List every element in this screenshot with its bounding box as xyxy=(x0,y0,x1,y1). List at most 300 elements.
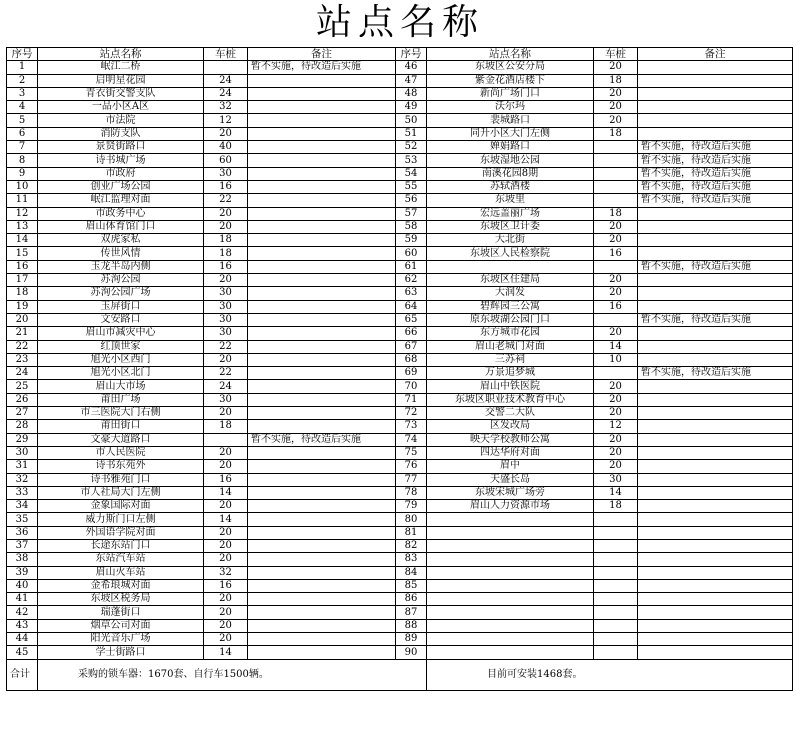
row-piles: 16 xyxy=(204,260,248,273)
row-station-name: 南溪花园8期 xyxy=(427,167,594,180)
row-note xyxy=(248,141,396,154)
row-note xyxy=(248,327,396,340)
row-seq: 44 xyxy=(7,633,38,646)
row-note xyxy=(638,433,793,446)
row-piles xyxy=(594,539,638,552)
row-seq: 41 xyxy=(7,593,38,606)
row-station-name: 岷江二桥 xyxy=(38,61,204,74)
row-seq: 31 xyxy=(7,460,38,473)
row-station-name: 瑞蓬街口 xyxy=(38,606,204,619)
row-note xyxy=(638,300,793,313)
row-station-name: 莆田街口 xyxy=(38,420,204,433)
table-row xyxy=(7,114,793,127)
row-seq: 24 xyxy=(7,367,38,380)
row-piles xyxy=(594,367,638,380)
row-station-name: 市人民医院 xyxy=(38,446,204,459)
row-piles: 14 xyxy=(594,486,638,499)
row-seq: 29 xyxy=(7,433,38,446)
row-note xyxy=(638,101,793,114)
row-seq: 7 xyxy=(7,141,38,154)
row-note xyxy=(248,393,396,406)
row-piles xyxy=(594,526,638,539)
table-row xyxy=(7,74,793,87)
row-station-name: 裴城路口 xyxy=(427,114,594,127)
row-seq: 49 xyxy=(396,101,427,114)
row-note xyxy=(248,274,396,287)
row-station-name xyxy=(427,539,594,552)
row-note xyxy=(248,579,396,592)
row-note xyxy=(248,340,396,353)
row-station-name: 市政务中心 xyxy=(38,207,204,220)
row-piles: 16 xyxy=(204,579,248,592)
row-seq: 5 xyxy=(7,114,38,127)
row-note: 暂不实施，待改造后实施 xyxy=(638,313,793,326)
row-seq: 83 xyxy=(396,553,427,566)
row-note xyxy=(638,393,793,406)
row-piles xyxy=(594,260,638,273)
row-note xyxy=(638,420,793,433)
row-seq: 47 xyxy=(396,74,427,87)
row-seq: 48 xyxy=(396,87,427,100)
row-note xyxy=(638,500,793,513)
table-row xyxy=(7,340,793,353)
row-piles xyxy=(594,141,638,154)
table-row xyxy=(7,353,793,366)
row-note xyxy=(248,127,396,140)
row-piles: 20 xyxy=(204,407,248,420)
row-station-name: 市三医院大门右侧 xyxy=(38,407,204,420)
row-piles: 20 xyxy=(594,87,638,100)
row-piles xyxy=(594,566,638,579)
row-station-name: 眉山中铁医院 xyxy=(427,380,594,393)
row-note xyxy=(638,486,793,499)
row-station-name: 眉山老城门对面 xyxy=(427,340,594,353)
row-seq: 60 xyxy=(396,247,427,260)
row-seq: 55 xyxy=(396,180,427,193)
row-seq: 63 xyxy=(396,287,427,300)
header-note: 备注 xyxy=(638,48,793,61)
row-note xyxy=(638,207,793,220)
row-station-name xyxy=(427,646,594,659)
header-piles: 车桩 xyxy=(204,48,248,61)
table-row xyxy=(7,553,793,566)
row-piles xyxy=(204,433,248,446)
row-station-name: 传世风情 xyxy=(38,247,204,260)
row-seq: 75 xyxy=(396,446,427,459)
row-piles: 20 xyxy=(204,446,248,459)
table-row xyxy=(7,167,793,180)
row-piles xyxy=(594,180,638,193)
row-station-name: 紫金花酒店楼下 xyxy=(427,74,594,87)
row-piles: 30 xyxy=(204,313,248,326)
row-station-name: 青衣街交警支队 xyxy=(38,87,204,100)
row-seq: 37 xyxy=(7,539,38,552)
row-note xyxy=(248,633,396,646)
row-station-name: 东坡区税务局 xyxy=(38,593,204,606)
row-seq: 20 xyxy=(7,313,38,326)
row-piles: 30 xyxy=(204,287,248,300)
row-note xyxy=(248,646,396,659)
row-note xyxy=(638,353,793,366)
row-piles: 20 xyxy=(594,433,638,446)
row-station-name: 天盛长岛 xyxy=(427,473,594,486)
row-note xyxy=(638,114,793,127)
row-seq: 32 xyxy=(7,473,38,486)
header-name: 站点名称 xyxy=(38,48,204,61)
row-station-name: 眉山火车站 xyxy=(38,566,204,579)
row-seq: 4 xyxy=(7,101,38,114)
row-station-name: 东坡湿地公园 xyxy=(427,154,594,167)
table-row xyxy=(7,393,793,406)
row-station-name: 诗书城广场 xyxy=(38,154,204,167)
row-seq: 87 xyxy=(396,606,427,619)
row-note xyxy=(638,633,793,646)
row-note xyxy=(638,340,793,353)
row-seq: 66 xyxy=(396,327,427,340)
table-row xyxy=(7,234,793,247)
row-seq: 81 xyxy=(396,526,427,539)
table-row xyxy=(7,420,793,433)
row-note xyxy=(638,274,793,287)
row-station-name: 诗书雅苑门口 xyxy=(38,473,204,486)
row-seq: 14 xyxy=(7,234,38,247)
row-seq: 86 xyxy=(396,593,427,606)
row-seq: 74 xyxy=(396,433,427,446)
table-row xyxy=(7,433,793,446)
footer-row xyxy=(7,659,793,690)
row-piles: 24 xyxy=(204,87,248,100)
row-note: 暂不实施，待改造后实施 xyxy=(638,194,793,207)
row-seq: 33 xyxy=(7,486,38,499)
row-note xyxy=(638,287,793,300)
row-station-name: 长途东站门口 xyxy=(38,539,204,552)
footer-installable: 目前可安装1468套。 xyxy=(427,659,793,690)
row-station-name xyxy=(427,553,594,566)
row-note xyxy=(248,167,396,180)
row-piles: 24 xyxy=(204,74,248,87)
row-seq: 88 xyxy=(396,619,427,632)
row-seq: 61 xyxy=(396,260,427,273)
row-station-name: 大润发 xyxy=(427,287,594,300)
row-seq: 67 xyxy=(396,340,427,353)
row-piles: 20 xyxy=(594,407,638,420)
row-piles: 20 xyxy=(204,593,248,606)
row-piles: 24 xyxy=(204,380,248,393)
row-note xyxy=(638,234,793,247)
row-note xyxy=(248,287,396,300)
row-station-name: 宏远盖丽广场 xyxy=(427,207,594,220)
row-note xyxy=(248,87,396,100)
row-station-name xyxy=(427,513,594,526)
row-station-name: 东坡里 xyxy=(427,194,594,207)
row-piles: 30 xyxy=(204,327,248,340)
row-note xyxy=(638,61,793,74)
row-note xyxy=(248,486,396,499)
row-piles: 22 xyxy=(204,367,248,380)
row-seq: 68 xyxy=(396,353,427,366)
row-note xyxy=(248,380,396,393)
row-note xyxy=(638,606,793,619)
row-seq: 11 xyxy=(7,194,38,207)
row-seq: 12 xyxy=(7,207,38,220)
row-station-name: 婵娟路口 xyxy=(427,141,594,154)
row-piles: 20 xyxy=(594,114,638,127)
table-row xyxy=(7,101,793,114)
row-station-name: 东坡宋城广场旁 xyxy=(427,486,594,499)
row-seq: 56 xyxy=(396,194,427,207)
row-station-name: 映天学校教师公寓 xyxy=(427,433,594,446)
row-seq: 10 xyxy=(7,180,38,193)
row-station-name: 莆田广场 xyxy=(38,393,204,406)
row-piles: 30 xyxy=(204,393,248,406)
row-station-name: 东坡区卫计委 xyxy=(427,220,594,233)
row-note xyxy=(248,313,396,326)
row-note xyxy=(248,207,396,220)
row-seq: 71 xyxy=(396,393,427,406)
row-piles xyxy=(594,513,638,526)
row-seq: 76 xyxy=(396,460,427,473)
row-note xyxy=(248,234,396,247)
row-note xyxy=(638,526,793,539)
row-note xyxy=(248,526,396,539)
row-piles: 20 xyxy=(594,393,638,406)
header-note: 备注 xyxy=(248,48,396,61)
row-note xyxy=(638,593,793,606)
row-seq: 16 xyxy=(7,260,38,273)
row-piles: 18 xyxy=(594,207,638,220)
row-piles: 20 xyxy=(594,101,638,114)
row-note xyxy=(638,460,793,473)
row-station-name: 原东坡湖公园门口 xyxy=(427,313,594,326)
table-row xyxy=(7,207,793,220)
table-row xyxy=(7,606,793,619)
row-note xyxy=(248,460,396,473)
row-note xyxy=(638,539,793,552)
row-piles xyxy=(594,633,638,646)
row-seq: 42 xyxy=(7,606,38,619)
row-piles: 20 xyxy=(204,553,248,566)
page-title: 站点名称 xyxy=(315,2,484,43)
row-piles: 18 xyxy=(204,247,248,260)
row-piles: 16 xyxy=(204,473,248,486)
row-note xyxy=(248,593,396,606)
station-table xyxy=(6,47,793,691)
row-piles: 22 xyxy=(204,194,248,207)
header-name: 站点名称 xyxy=(427,48,594,61)
row-station-name: 苏洵公园 xyxy=(38,274,204,287)
row-seq: 70 xyxy=(396,380,427,393)
row-seq: 36 xyxy=(7,526,38,539)
table-row xyxy=(7,619,793,632)
row-note xyxy=(638,513,793,526)
row-note xyxy=(638,327,793,340)
row-note xyxy=(248,553,396,566)
row-station-name: 眉山体育馆门口 xyxy=(38,220,204,233)
row-station-name: 万景追梦城 xyxy=(427,367,594,380)
row-station-name: 东坡区公安分局 xyxy=(427,61,594,74)
row-piles xyxy=(594,646,638,659)
row-seq: 65 xyxy=(396,313,427,326)
row-note xyxy=(248,154,396,167)
row-station-name: 眉山大市场 xyxy=(38,380,204,393)
row-note xyxy=(638,87,793,100)
table-row xyxy=(7,646,793,659)
table-row xyxy=(7,274,793,287)
table-row xyxy=(7,180,793,193)
row-station-name xyxy=(427,619,594,632)
row-piles xyxy=(594,194,638,207)
row-note: 暂不实施，待改造后实施 xyxy=(248,433,396,446)
row-note: 暂不实施，待改造后实施 xyxy=(248,61,396,74)
row-piles: 20 xyxy=(204,127,248,140)
row-station-name: 四达华府对面 xyxy=(427,446,594,459)
row-piles: 18 xyxy=(594,74,638,87)
row-note xyxy=(248,247,396,260)
row-piles: 30 xyxy=(594,473,638,486)
row-station-name: 市人社局大门左侧 xyxy=(38,486,204,499)
row-note xyxy=(248,539,396,552)
row-station-name: 双虎家私 xyxy=(38,234,204,247)
row-station-name: 启明星花园 xyxy=(38,74,204,87)
row-station-name: 东坡区住建局 xyxy=(427,274,594,287)
row-piles xyxy=(204,61,248,74)
row-seq: 51 xyxy=(396,127,427,140)
table-row xyxy=(7,566,793,579)
row-piles: 40 xyxy=(204,141,248,154)
header-seq: 序号 xyxy=(396,48,427,61)
row-piles: 20 xyxy=(594,380,638,393)
row-seq: 82 xyxy=(396,539,427,552)
row-station-name: 眉中 xyxy=(427,460,594,473)
row-seq: 34 xyxy=(7,500,38,513)
row-seq: 15 xyxy=(7,247,38,260)
row-seq: 8 xyxy=(7,154,38,167)
row-note xyxy=(248,353,396,366)
row-station-name: 旭光小区北门 xyxy=(38,367,204,380)
row-seq: 26 xyxy=(7,393,38,406)
row-note: 暂不实施，待改造后实施 xyxy=(638,167,793,180)
row-station-name xyxy=(427,633,594,646)
table-row xyxy=(7,154,793,167)
row-station-name: 眉山人力资源市场 xyxy=(427,500,594,513)
row-piles: 22 xyxy=(204,340,248,353)
row-seq: 39 xyxy=(7,566,38,579)
row-piles: 20 xyxy=(594,274,638,287)
row-seq: 62 xyxy=(396,274,427,287)
row-note xyxy=(638,553,793,566)
row-note xyxy=(248,420,396,433)
row-piles: 20 xyxy=(594,61,638,74)
row-station-name: 岷江监理对面 xyxy=(38,194,204,207)
row-piles: 14 xyxy=(204,513,248,526)
row-station-name: 创业广场公园 xyxy=(38,180,204,193)
row-seq: 54 xyxy=(396,167,427,180)
row-seq: 69 xyxy=(396,367,427,380)
row-piles: 16 xyxy=(594,247,638,260)
row-seq: 25 xyxy=(7,380,38,393)
row-piles: 14 xyxy=(594,340,638,353)
row-station-name: 消防支队 xyxy=(38,127,204,140)
row-station-name xyxy=(427,526,594,539)
row-piles: 12 xyxy=(204,114,248,127)
row-piles: 20 xyxy=(594,220,638,233)
row-station-name xyxy=(427,579,594,592)
row-piles: 20 xyxy=(594,287,638,300)
table-header-row xyxy=(7,48,793,61)
row-piles xyxy=(594,167,638,180)
table-row xyxy=(7,87,793,100)
row-note xyxy=(248,407,396,420)
row-seq: 89 xyxy=(396,633,427,646)
row-station-name xyxy=(427,606,594,619)
table-row xyxy=(7,220,793,233)
row-station-name: 金希琅城对面 xyxy=(38,579,204,592)
row-station-name: 交警二大队 xyxy=(427,407,594,420)
table-row xyxy=(7,460,793,473)
row-note xyxy=(638,247,793,260)
row-note xyxy=(638,473,793,486)
row-piles: 20 xyxy=(204,220,248,233)
table-row xyxy=(7,194,793,207)
row-station-name: 东坡区职业技术教育中心 xyxy=(427,393,594,406)
row-seq: 57 xyxy=(396,207,427,220)
table-row xyxy=(7,380,793,393)
row-seq: 50 xyxy=(396,114,427,127)
row-piles: 18 xyxy=(594,500,638,513)
row-piles: 20 xyxy=(204,619,248,632)
row-note xyxy=(248,101,396,114)
row-seq: 28 xyxy=(7,420,38,433)
table-row xyxy=(7,141,793,154)
row-piles: 20 xyxy=(204,606,248,619)
row-note xyxy=(248,513,396,526)
row-station-name: 学士街路口 xyxy=(38,646,204,659)
row-seq: 9 xyxy=(7,167,38,180)
row-piles xyxy=(594,606,638,619)
row-station-name: 同升小区大门左侧 xyxy=(427,127,594,140)
row-station-name xyxy=(427,593,594,606)
row-note xyxy=(638,407,793,420)
row-station-name: 外国语学院对面 xyxy=(38,526,204,539)
row-station-name: 红顶世家 xyxy=(38,340,204,353)
table-row xyxy=(7,446,793,459)
row-station-name: 金象国际对面 xyxy=(38,500,204,513)
row-note: 暂不实施，待改造后实施 xyxy=(638,154,793,167)
row-seq: 80 xyxy=(396,513,427,526)
row-seq: 84 xyxy=(396,566,427,579)
row-station-name xyxy=(427,566,594,579)
row-seq: 2 xyxy=(7,74,38,87)
table-row xyxy=(7,327,793,340)
row-seq: 46 xyxy=(396,61,427,74)
row-note xyxy=(248,300,396,313)
row-note: 暂不实施，待改造后实施 xyxy=(638,367,793,380)
row-note xyxy=(638,74,793,87)
row-station-name: 诗书东苑外 xyxy=(38,460,204,473)
row-piles: 32 xyxy=(204,566,248,579)
table-row xyxy=(7,127,793,140)
row-seq: 1 xyxy=(7,61,38,74)
row-piles: 30 xyxy=(204,167,248,180)
table-row xyxy=(7,539,793,552)
row-station-name: 文豪大道路口 xyxy=(38,433,204,446)
row-seq: 45 xyxy=(7,646,38,659)
row-piles: 14 xyxy=(204,486,248,499)
row-note xyxy=(638,127,793,140)
row-station-name: 沃尔玛 xyxy=(427,101,594,114)
row-seq: 30 xyxy=(7,446,38,459)
row-seq: 52 xyxy=(396,141,427,154)
